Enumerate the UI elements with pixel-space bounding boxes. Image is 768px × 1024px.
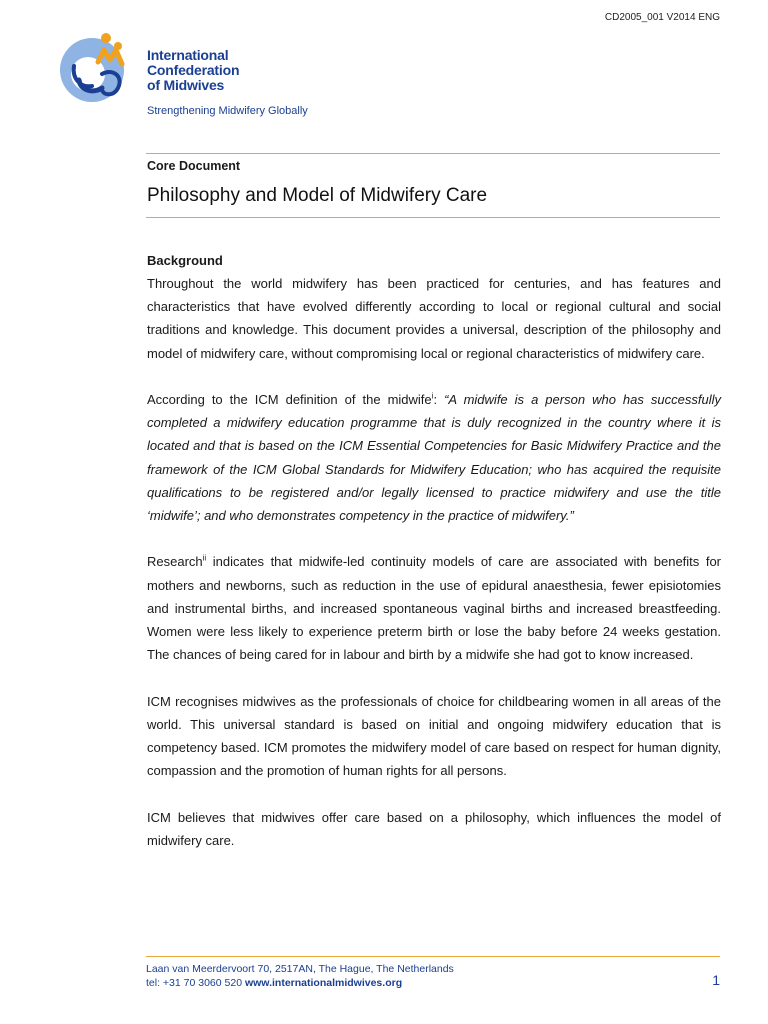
document-kind: Core Document: [147, 159, 241, 173]
paragraph-1: Throughout the world midwifery has been practiced for centuries, and has features and characteristics that have evolved differently according to local or regional cultural and social traditions and knowledge. This document provides a universal, description of the philosophy and model of midwifery care, without compromising local or regional characteristics of midwifery care.: [147, 276, 721, 361]
midwife-definition-quote: “A midwife is a person who has successfully completed a midwifery education programme that is duly recognized in the country where it is located and that is based on the ICM Essential Competencies for Basic Midwifery Practice and the framework of the ICM Global Standards for Midwifery Education; who has acquired the requisite qualifications to be registered and/or legally licensed to practice midwifery and use the title ‘midwife’; and who demonstrates competency in the practice of midwifery.”: [147, 392, 721, 524]
footer-telephone: tel: +31 70 3060 520: [146, 977, 245, 989]
icm-logo-mark-icon: [58, 30, 140, 110]
organization-name: [147, 48, 239, 93]
document-title: Philosophy and Model of Midwifery Care: [147, 185, 488, 206]
document-body: [147, 249, 721, 875]
header-rule-bottom: [146, 217, 720, 218]
paragraph-2-colon: :: [433, 392, 445, 407]
footnote-ref-i: i: [431, 391, 434, 401]
footer-website-link[interactable]: www.internationalmidwives.org: [244, 977, 403, 989]
footer-address-line: Laan van Meerdervoort 70, 2517AN, The Hague, The Netherlands: [146, 963, 454, 975]
paragraph-3: [147, 550, 721, 666]
footer-rule: [146, 956, 720, 957]
icm-logo: [58, 30, 328, 122]
paragraph-2: [147, 388, 721, 527]
paragraph-3-rest: indicates that midwife-led continuity models of care are associated with benefits for mothers and newborns, such as reduction in the use of epidural anaesthesia, fewer episiotomies and instrumental births, and increased spontaneous vaginal births and increased breastfeeding. Women were less likely to experience preterm birth or lose the baby before 24 weeks gestation. The chances of being cared for in labour and birth by a midwife she had got to know increased.: [147, 554, 721, 663]
paragraph-4: ICM recognises midwives as the professionals of choice for childbearing women in all areas of the world. This universal standard is based on initial and ongoing midwifery education that is competency based. ICM promotes the midwifery model of care based on respect for human dignity, compassion and the promotion of human rights for all persons.: [147, 693, 721, 779]
document-reference: CD2005_001 V2014 ENG: [604, 12, 720, 23]
paragraph-3-lead: Research: [147, 554, 203, 570]
section-heading-background: Background: [147, 253, 223, 268]
organization-name-line-1: International: [147, 47, 229, 63]
header-rule-top: [146, 153, 720, 154]
organization-tagline: Strengthening Midwifery Globally: [147, 105, 308, 117]
footer-contact: [146, 962, 454, 990]
organization-name-line-2: Confederation: [147, 62, 240, 78]
page-number: 1: [712, 972, 720, 988]
footer-contact-line: [146, 976, 454, 990]
paragraph-2-lead: According to the ICM definition of the midwife: [147, 392, 432, 407]
organization-name-line-3: of Midwives: [147, 77, 225, 93]
footnote-ref-ii: ii: [202, 554, 207, 564]
paragraph-5: ICM believes that midwives offer care based on a philosophy, which influences the model of midwifery care.: [147, 809, 721, 848]
